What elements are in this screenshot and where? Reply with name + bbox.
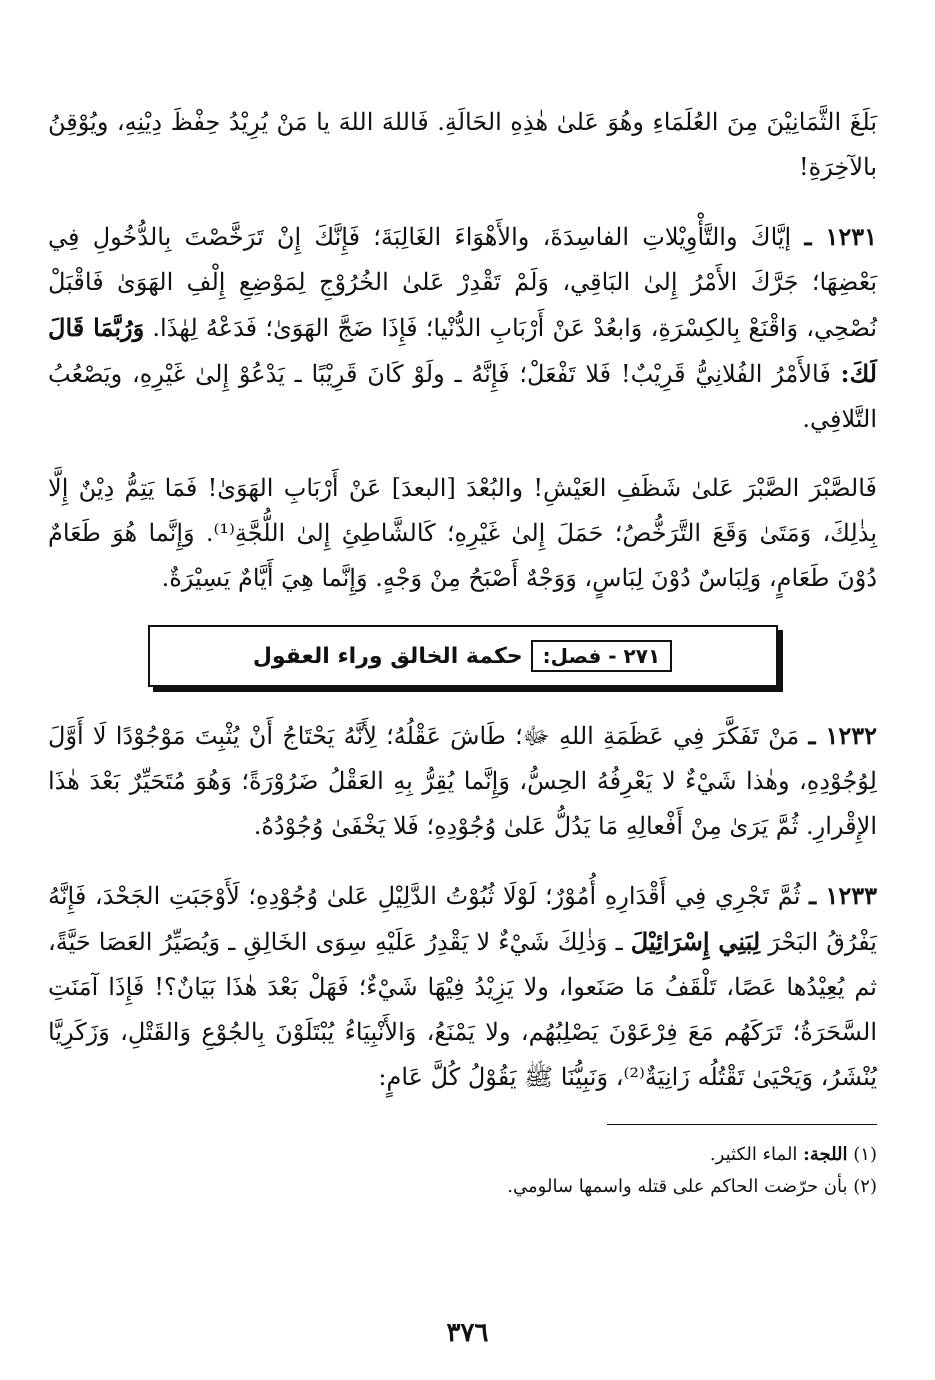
footnote-divider	[607, 1124, 877, 1125]
paragraph-text: ـ وَذٰلِكَ شَيْءٌ لا يَقْدِرُ عَلَيْهِ سِوَى الخَالِقِ ـ وَيُصَيِّرُ العَصَا حَيَّةً، ثم يُعِيْدُها عَصًا، تَلْقَفُ مَا صَنَعوا، ولا يَزِيْدُ فِيْهَا شَيْءٌ؛ فَهَلْ بَعْدَ هٰذَا بَيَانٌ؟! فَإِذَا آمَنَتِ السَّحَرَةُ؛ تَرَكَهُم مَعَ فِرْعَوْنَ يَصْلِبُهُم، ولا يَمْنَعُ، وَالأَنْبِيَاءُ يُبْتَلَوْنَ بِالجُوْعِ وَالقَتْلِ، وَزَكَرِيَّا يُنْشَرُ، وَيَحْيَىٰ تَقْتُلُه زَانِيَةٌ⁽²⁾، وَنَبِيُّنَا ﷺ يَقُوْلُ كُلَّ عَامٍ:	[48, 928, 877, 1091]
footnote-text: بأن حرّضت الحاكم على قتله واسمها سالومي.	[507, 1176, 848, 1197]
section-title: حكمة الخالق وراء العقول	[252, 643, 523, 669]
paragraph-text: إيَّاكَ والتَّأْوِيْلاتِ الفاسِدَةَ، والأَهْوَاءَ الغَالِبَةَ؛ فَإِنَّكَ إِنْ تَرَخَّصْتَ بِالدُّخُولِ فِي بَعْضِهَا؛ جَرَّكَ الأَمْرُ إِلىٰ البَاقِي، وَلَمْ تَقْدِرْ عَلىٰ الخُرُوْجِ لِمَوْضِعِ إِلْفِ الهَوَىٰ فَاقْبَلْ نُصْحِي، وَاقْنَعْ بِالكِسْرَةِ، وَابعُدْ عَنْ أَرْبَابِ الدُّنْيا؛ فَإِذَا ضَجَّ الهَوَىٰ؛ فَدَعْهُ لِهٰذَا.	[48, 223, 877, 342]
page-number: ٣٧٦	[446, 1318, 489, 1348]
footnote-text: الماء الكثير.	[709, 1144, 798, 1165]
paragraph-1231	[48, 214, 877, 442]
footnote-1	[48, 1139, 877, 1171]
paragraph-number: ١٢٣٢ ـ	[808, 721, 877, 750]
footnote-number: (١)	[853, 1144, 877, 1165]
paragraph-text: فَالأَمْرُ الفُلانِيُّ قَرِيْبٌ! فَلا تَفْعَلْ؛ فَإِنَّهُ ـ ولَوْ كَانَ قَرِيْبًا ـ يَدْعُوْ إِلىٰ غَيْرِهِ، ويَصْعُبُ التَّلافِي.	[48, 360, 877, 433]
section-heading	[148, 625, 778, 687]
paragraph-bold-phrase: وَرُبَّمَا قَالَ لَكَ:	[48, 313, 877, 388]
paragraph-text: بَلَغَ الثَّمَانِيْنَ مِنَ العُلَمَاءِ وهُوَ عَلىٰ هٰذِهِ الحَالَةِ. فَاللهَ اللهَ يا مَنْ يُرِيْدُ حِفْظَ دِيْنِهِ، ويُوْقِنُ بالآخِرَةِ!	[48, 108, 877, 181]
footnote-2	[48, 1171, 877, 1203]
paragraph-1233	[48, 873, 877, 1100]
paragraph-number: ١٢٣٣ ـ	[809, 881, 877, 910]
paragraph-bold-phrase: لِبَنِي إِسْرَائِيْلَ	[630, 927, 761, 956]
footnote-number: (٢)	[853, 1176, 877, 1197]
section-label: ٢٧١ - فصل:	[531, 640, 673, 672]
paragraph-continuation	[48, 100, 877, 190]
paragraph-number: ١٢٣١ ـ	[804, 222, 877, 251]
paragraph-text: فَالصَّبْرَ الصَّبْرَ عَلىٰ شَظَفِ العَيْشِ! والبُعْدَ [البعدَ] عَنْ أَرْبَابِ الهَوَىٰ! فَمَا يَتِمُّ دِيْنٌ إِلَّا بِذٰلِكَ، وَمَتَىٰ وَقَعَ التَّرَخُّصُ؛ حَمَلَ إِلىٰ غَيْرِهِ؛ كَالشَّاطِئِ إِلىٰ اللُّجَّةِ⁽¹⁾. وَإِنَّما هُوَ طَعَامٌ دُوْنَ طَعَامٍ، وَلِبَاسٌ دُوْنَ لِبَاسٍ، وَوَجْهٌ أَصْبَحُ مِنْ وَجْهٍ. وَإِنَّما هِيَ أَيَّامٌ يَسِيْرَةٌ.	[48, 474, 878, 592]
paragraph-text: مَنْ تَفَكَّرَ فِي عَظَمَةِ اللهِ ﷻ؛ طَاشَ عَقْلُهُ؛ لِأَنَّهُ يَحْتَاجُ أَنْ يُثْبِتَ مَوْجُوْدًا لَا أَوَّلَ لِوُجُوْدِهِ، وهٰذا شَيْءٌ لا يَعْرِفُهُ الحِسُّ، وَإِنَّما يُقِرُّ بِهِ العَقْلُ ضَرُوْرَةً؛ وَهُوَ مُتَحَيِّرٌ بَعْدَ هٰذَا الإِقْرارِ. ثُمَّ يَرَىٰ مِنْ أَفْعالِهِ مَا يَدُلُّ عَلىٰ وُجُوْدِهِ؛ فَلا يَخْفَىٰ وُجُوْدُهُ.	[48, 722, 877, 840]
footnote-term: اللجة:	[803, 1144, 848, 1165]
paragraph-patience	[48, 466, 877, 601]
paragraph-1232	[48, 713, 877, 849]
page-body	[48, 100, 877, 1203]
section-heading-box	[148, 625, 778, 687]
paragraph-text: ثُمَّ تَجْرِي فِي أَقْدَارِهِ أُمُوْرٌ؛ لَوْلَا ثُبُوْتُ الدَّلِيْلِ عَلىٰ وُجُوْدِهِ؛ لَأَوْجَبَتِ الجَحْدَ، فَإِنَّهُ يَفْرُقُ البَحْرَ	[48, 882, 877, 956]
